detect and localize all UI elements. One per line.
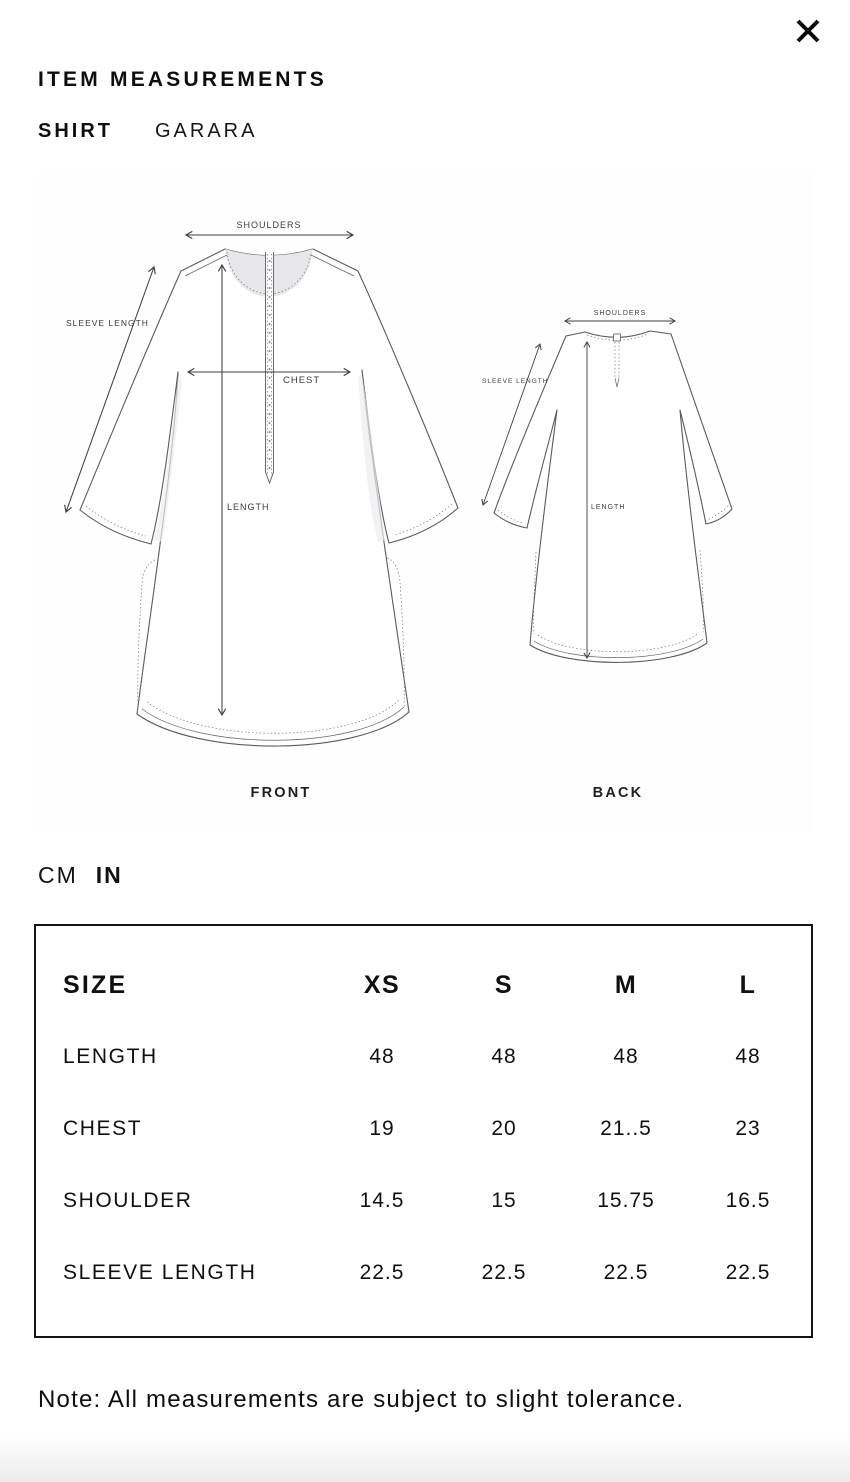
back-length-label: LENGTH: [591, 504, 626, 511]
item-type: SHIRT: [38, 120, 113, 142]
item-name: GARARA: [155, 120, 258, 142]
front-sleeve-length-label: SLEEVE LENGTH: [66, 318, 149, 328]
cell-value: 22.5: [359, 1261, 405, 1284]
unit-in-button[interactable]: IN: [95, 862, 123, 888]
cell-value: 21..5: [600, 1117, 652, 1140]
cell-value: 23: [735, 1117, 761, 1140]
back-sleeve-length-label: SLEEVE LENGTH: [482, 378, 549, 385]
back-shoulders-label: SHOULDERS: [593, 310, 647, 317]
size-table-header-row: [36, 949, 811, 1021]
cell-value: 48: [613, 1045, 639, 1068]
row-label: SHOULDER: [63, 1189, 193, 1212]
page-title: ITEM MEASUREMENTS: [38, 68, 327, 91]
front-length-label: LENGTH: [227, 502, 270, 512]
close-icon: [794, 17, 822, 45]
table-row-sleeve-length: [36, 1237, 811, 1309]
unit-cm-button[interactable]: CM: [38, 862, 78, 888]
close-button[interactable]: [791, 14, 825, 48]
cell-value: 15.75: [597, 1189, 655, 1212]
back-view-label: BACK: [592, 785, 644, 801]
size-header-s: S: [494, 970, 514, 999]
unit-toggle: [38, 862, 123, 889]
table-row-chest: [36, 1093, 811, 1165]
bottom-fade: [0, 1437, 850, 1482]
table-row-length: [36, 1021, 811, 1093]
front-view-drawing: [66, 220, 458, 801]
cell-value: 48: [491, 1045, 517, 1068]
cell-value: 22.5: [725, 1261, 771, 1284]
size-column-header: SIZE: [63, 970, 128, 999]
cell-value: 48: [369, 1045, 395, 1068]
size-header-xs: XS: [363, 970, 401, 999]
front-shoulders-label: SHOULDERS: [236, 220, 302, 230]
cell-value: 22.5: [603, 1261, 649, 1284]
size-table: [34, 924, 813, 1338]
cell-value: 16.5: [725, 1189, 771, 1212]
cell-value: 15: [491, 1189, 517, 1212]
cell-value: 14.5: [359, 1189, 405, 1212]
row-label: CHEST: [63, 1117, 143, 1140]
size-header-l: L: [739, 970, 757, 999]
tolerance-note: Note: All measurements are subject to slight tolerance.: [38, 1386, 685, 1413]
garment-diagram-svg: [38, 172, 812, 832]
front-view-label: FRONT: [250, 785, 312, 801]
cell-value: 19: [369, 1117, 395, 1140]
table-row-shoulder: [36, 1165, 811, 1237]
measurement-diagram: [38, 172, 812, 832]
cell-value: 22.5: [481, 1261, 527, 1284]
row-label: SLEEVE LENGTH: [63, 1261, 257, 1284]
back-view-drawing: [482, 310, 732, 801]
front-chest-label: CHEST: [283, 375, 321, 386]
cell-value: 48: [735, 1045, 761, 1068]
cell-value: 20: [491, 1117, 517, 1140]
row-label: LENGTH: [63, 1045, 158, 1068]
size-header-m: M: [614, 970, 638, 999]
item-line: [38, 120, 257, 143]
